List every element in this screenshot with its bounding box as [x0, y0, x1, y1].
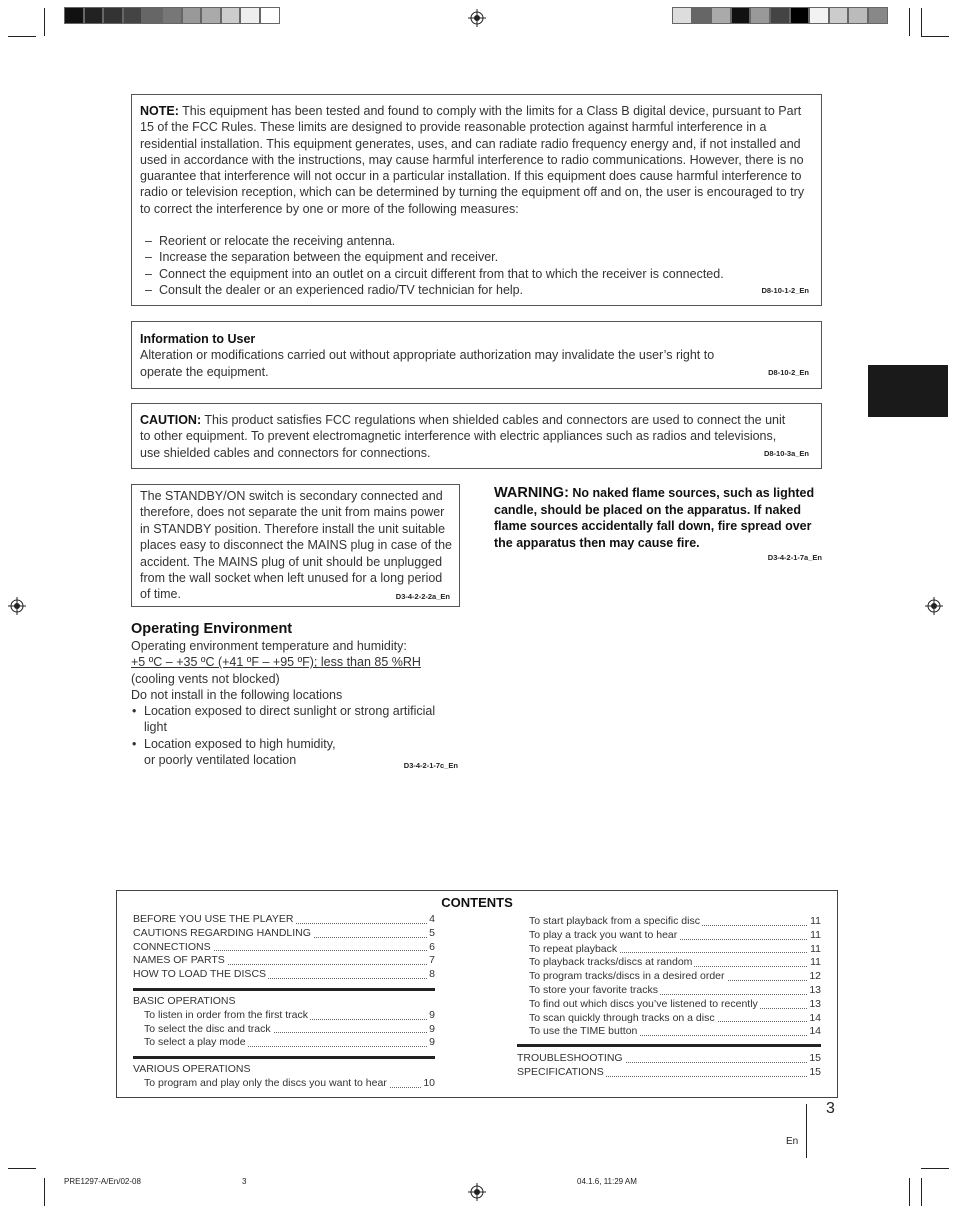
color-swatch — [692, 7, 712, 24]
toc-entry-label: To find out which discs you’ve listened to recently — [529, 997, 758, 1010]
color-swatch — [162, 7, 182, 24]
toc-entry[interactable] — [517, 1066, 821, 1080]
toc-entry-label: SPECIFICATIONS — [517, 1065, 604, 1078]
toc-entry-page: 11 — [810, 928, 821, 941]
color-swatch — [142, 7, 162, 24]
info-text: Alteration or modifications carried out without appropriate authorization may invalidate the user’s right to operate the equipment. — [140, 348, 715, 379]
operating-line: (cooling vents not blocked) — [131, 671, 280, 686]
color-swatch — [790, 7, 810, 24]
toc-entry[interactable] — [517, 1052, 821, 1066]
color-swatch — [201, 7, 221, 24]
info-to-user-box — [131, 321, 822, 389]
toc-entry[interactable] — [529, 970, 821, 984]
toc-entry-page: 4 — [429, 913, 435, 925]
toc-entry-label: To scan quickly through tracks on a disc — [529, 1011, 715, 1024]
toc-entry-page: 6 — [429, 940, 435, 953]
toc-entry-label: To repeat playback — [529, 942, 618, 955]
toc-entry-page: 15 — [809, 1052, 821, 1065]
footer-doc-code: PRE1297-A/En/02-08 — [64, 1177, 141, 1186]
color-swatch — [84, 7, 104, 24]
registration-mark-icon — [468, 9, 486, 27]
toc-entry-page: 12 — [809, 970, 821, 983]
toc-entry[interactable] — [529, 1025, 821, 1039]
toc-entry-label: NAMES OF PARTS — [133, 954, 225, 967]
color-swatch — [182, 7, 202, 24]
color-swatch — [240, 7, 260, 24]
note-text: This equipment has been tested and found to comply with the limits for a Class B digital device, pursuant to Part 15 of the FCC Rules. These limits are designed to provide reasonable protection against harmful interference in a residential installation. This equipment generates, uses, and can radiate radio frequency energy and, if not installed and used in accordance with the instructions, may cause harmful interference to radio communications. However, there is no guarantee that interference will not occur in a particular installation. If this equipment does cause harmful interference to radio or television reception, which can be determined by turning the equipment off and on, the user is encouraged to try to correct the interference by one or more of the following measures: — [140, 104, 805, 216]
toc-entry-label: To use the TIME button — [529, 1025, 638, 1038]
caution-text: This product satisfies FCC regulations when shielded cables and connectors are used to connect the unit to other equipment. To prevent electromagnetic interference with electric appliances such as radios and televisions, use shielded cables and connectors for connections. — [140, 413, 786, 460]
toc-entry[interactable] — [529, 1012, 821, 1026]
reference-code: D3-4-2-1-7c_En — [403, 761, 458, 771]
toc-entry[interactable] — [133, 941, 435, 955]
toc-entry[interactable] — [144, 1009, 435, 1023]
interference-measures-list — [132, 233, 813, 298]
standby-notice-box — [131, 484, 460, 607]
registration-mark-icon — [925, 597, 943, 615]
toc-entry-page: 9 — [429, 1036, 435, 1049]
list-item: – Connect the equipment into an outlet on a circuit different from that to which the receiver is connected. — [132, 266, 813, 282]
reference-code: D3-4-2-2-2a_En — [395, 592, 450, 601]
list-item: – Increase the separation between the equipment and receiver. — [132, 249, 813, 265]
language-code: En — [786, 1136, 799, 1147]
toc-entry-label: To playback tracks/discs at random — [529, 956, 693, 969]
footer-page: 3 — [242, 1177, 247, 1186]
contents-title: CONTENTS — [441, 895, 513, 910]
toc-entry[interactable] — [529, 943, 821, 957]
toc-entry-page: 10 — [423, 1076, 435, 1089]
toc-entry-label: To start playback from a specific disc — [529, 915, 700, 927]
list-item: • Location exposed to high humidity, or poorly ventilated location — [131, 736, 459, 769]
contents-left-column — [133, 913, 435, 1091]
toc-entry[interactable] — [144, 1077, 435, 1091]
toc-entry-page: 15 — [809, 1065, 821, 1078]
toc-entry-page: 14 — [809, 1011, 821, 1024]
toc-entry-page: 9 — [429, 1008, 435, 1021]
color-swatch — [103, 7, 123, 24]
toc-entry-label: CAUTIONS REGARDING HANDLING — [133, 926, 311, 939]
toc-entry[interactable] — [529, 984, 821, 998]
note-label: NOTE: — [140, 104, 179, 118]
color-swatch — [848, 7, 868, 24]
toc-entry-label: To listen in order from the first track — [144, 1008, 308, 1021]
toc-entry-page: 8 — [429, 968, 435, 981]
color-swatch — [750, 7, 770, 24]
warning-label: WARNING: — [494, 485, 569, 501]
toc-entry[interactable] — [529, 929, 821, 943]
list-item: • Location exposed to direct sunlight or strong artificial light — [131, 703, 459, 736]
operating-line: Operating environment temperature and humidity: — [131, 639, 407, 653]
toc-entry[interactable] — [133, 927, 435, 941]
toc-entry-page: 7 — [429, 954, 435, 967]
warning-text: No naked flame sources, such as lighted candle, should be placed on the apparatus. If naked flame sources accidentally fall down, fire spread over the apparatus then may cause fire. — [494, 486, 815, 550]
color-swatch — [711, 7, 731, 24]
toc-entry[interactable] — [133, 968, 435, 982]
color-swatch — [260, 7, 280, 24]
toc-entry-label: To play a track you want to hear — [529, 928, 678, 941]
page-number-rule — [806, 1104, 807, 1158]
toc-entry-page: 13 — [809, 983, 821, 996]
caution-label: CAUTION: — [140, 413, 202, 427]
toc-entry-label: TROUBLESHOOTING — [517, 1052, 623, 1065]
operating-environment-section — [131, 620, 461, 771]
toc-heading: VARIOUS OPERATIONS — [133, 1063, 251, 1076]
toc-entry[interactable] — [133, 913, 435, 927]
info-title: Information to User — [140, 332, 256, 346]
reference-code: D8-10-1-2_En — [761, 286, 809, 295]
standby-text: The STANDBY/ON switch is secondary connected and therefore, does not separate the unit from mains power in STANDBY position. Therefore install the unit suitable places easy to disconnect the MAINS plug in case of the accident. The MAINS plug of unit should be unplugged from the wall socket when left unused for a long period of time. — [140, 489, 452, 602]
toc-entry[interactable] — [144, 1036, 435, 1050]
color-swatch — [672, 7, 692, 24]
registration-mark-icon — [468, 1183, 486, 1201]
warning-block — [494, 485, 824, 562]
toc-entry[interactable] — [529, 998, 821, 1012]
location-list — [131, 703, 461, 771]
toc-entry[interactable] — [529, 956, 821, 970]
toc-entry-label: To select a play mode — [144, 1036, 246, 1049]
list-item: – Consult the dealer or an experienced radio/TV technician for help. — [132, 282, 813, 298]
toc-entry-page: 5 — [429, 926, 435, 939]
section-tab — [868, 365, 948, 417]
contents-box — [116, 890, 838, 1098]
toc-entry-label: To select the disc and track — [144, 1022, 271, 1035]
reference-code: D8-10-3a_En — [763, 449, 809, 458]
registration-mark-icon — [8, 597, 26, 615]
toc-entry-page: 13 — [809, 997, 821, 1010]
toc-entry-page: 11 — [810, 915, 821, 927]
color-swatch — [770, 7, 790, 24]
toc-heading: BASIC OPERATIONS — [133, 994, 236, 1007]
toc-entry-label: BEFORE YOU USE THE PLAYER — [133, 913, 294, 925]
toc-entry[interactable] — [133, 954, 435, 968]
toc-entry-page: 9 — [429, 1022, 435, 1035]
list-item: – Reorient or relocate the receiving antenna. — [132, 233, 813, 249]
footer-timestamp: 04.1.6, 11:29 AM — [577, 1177, 637, 1186]
toc-entry-label: To program tracks/discs in a desired order — [529, 970, 725, 983]
reference-code: D8-10-2_En — [768, 368, 809, 377]
operating-line: Do not install in the following locations — [131, 687, 343, 702]
toc-entry-label: To store your favorite tracks — [529, 983, 658, 996]
color-swatch — [829, 7, 849, 24]
toc-entry[interactable] — [529, 915, 821, 929]
toc-entry-label: To program and play only the discs you want to hear — [144, 1076, 387, 1089]
contents-right-column — [517, 915, 821, 1080]
color-swatch — [731, 7, 751, 24]
caution-box — [131, 403, 822, 469]
toc-entry-page: 14 — [809, 1025, 821, 1038]
page-number: 3 — [826, 1100, 835, 1117]
color-swatch — [64, 7, 84, 24]
color-swatch — [221, 7, 241, 24]
fcc-note-box — [131, 94, 822, 306]
temperature-range: +5 ºC – +35 ºC (+41 ºF – +95 ºF); less than 85 %RH — [131, 655, 421, 670]
color-swatch — [868, 7, 888, 24]
toc-entry[interactable] — [144, 1023, 435, 1037]
reference-code: D3-4-2-1-7a_En — [767, 553, 822, 562]
toc-entry-page: 11 — [810, 956, 821, 969]
color-swatch — [123, 7, 143, 24]
toc-entry-label: CONNECTIONS — [133, 940, 211, 953]
toc-entry-page: 11 — [810, 942, 821, 955]
section-heading: Operating Environment — [131, 621, 293, 637]
color-swatch — [809, 7, 829, 24]
toc-entry-label: HOW TO LOAD THE DISCS — [133, 968, 267, 981]
